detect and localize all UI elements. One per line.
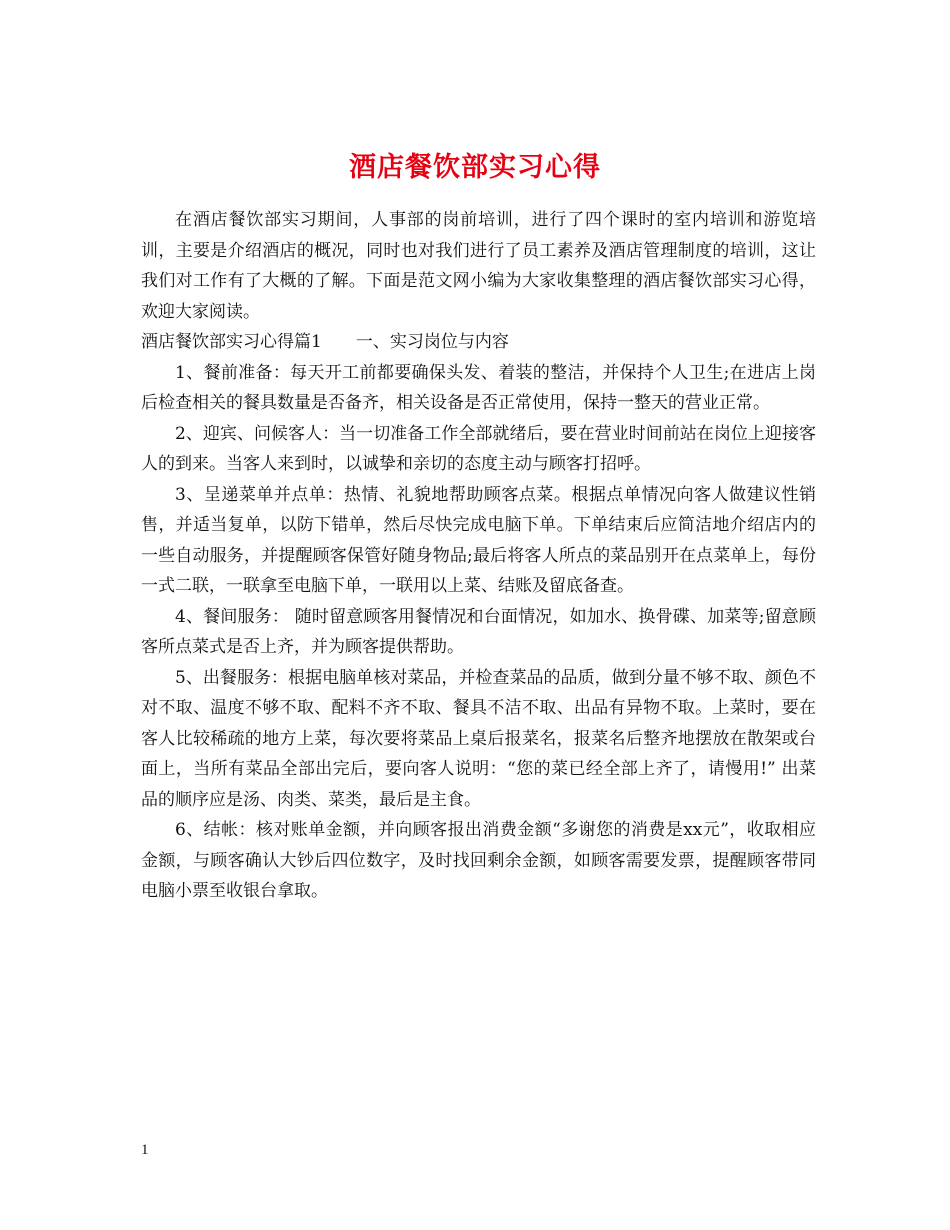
item-paragraph-1: 1、餐前准备：每天开工前都要确保头发、着装的整洁，并保持个人卫生;在进店上岗后检查相关的餐具数量是否备齐，相关设备是否正常使用，保持一整天的营业正常。 xyxy=(141,362,816,413)
page-number: 1 xyxy=(141,1142,149,1158)
item-paragraph-5: 5、出餐服务：根据电脑单核对菜品，并检查菜品的品质，做到分量不够不取、颜色不对不取、温度不够不取、配料不齐不取、餐具不洁不取、出品有异物不取。上菜时，要在客人比较稀疏的地方上菜，每次要将菜品上桌后报菜名，报菜名后整齐地摆放在散架或台面上，当所有菜品全部出完后，要向客人说明：“您的菜已经全部上齐了，请慢用!” 出菜品的顺序应是汤、肉类、菜类，最后是主食。 xyxy=(141,667,816,810)
item-paragraph-3: 3、呈递菜单并点单：热情、礼貌地帮助顾客点菜。根据点单情况向客人做建议性销售，并适当复单，以防下错单，然后尽快完成电脑下单。下单结束后应简洁地介绍店内的一些自动服务，并提醒顾客保管好随身物品;最后将客人所点的菜品别开在点菜单上，每份一式二联，一联拿至电脑下单，一联用以上菜、结账及留底备查。 xyxy=(141,484,816,596)
section-part-label: 酒店餐饮部实习心得篇1 xyxy=(141,332,322,352)
section-heading xyxy=(141,327,816,358)
document-body xyxy=(141,205,816,907)
document-title: 酒店餐饮部实习心得 xyxy=(349,152,601,184)
section-subtitle: 一、实习岗位与内容 xyxy=(355,332,509,352)
intro-paragraph: 在酒店餐饮部实习期间，人事部的岗前培训，进行了四个课时的室内培训和游览培训，主要是介绍酒店的概况，同时也对我们进行了员工素养及酒店管理制度的培训，这让我们对工作有了大概的了解。下面是范文网小编为大家收集整理的酒店餐饮部实习心得，欢迎大家阅读。 xyxy=(141,210,816,322)
item-paragraph-2: 2、迎宾、问候客人：当一切准备工作全部就绪后，要在营业时间前站在岗位上迎接客人的到来。当客人来到时，以诚挚和亲切的态度主动与顾客打招呼。 xyxy=(141,423,816,474)
item-paragraph-4: 4、餐间服务： 随时留意顾客用餐情况和台面情况，如加水、换骨碟、加菜等;留意顾客所点菜式是否上齐，并为顾客提供帮助。 xyxy=(141,606,816,657)
item-paragraph-6: 6、结帐：核对账单金额，并向顾客报出消费金额“多谢您的消费是xx元”，收取相应金额，与顾客确认大钞后四位数字，及时找回剩余金额，如顾客需要发票，提醒顾客带同电脑小票至收银台拿取。 xyxy=(141,820,816,901)
